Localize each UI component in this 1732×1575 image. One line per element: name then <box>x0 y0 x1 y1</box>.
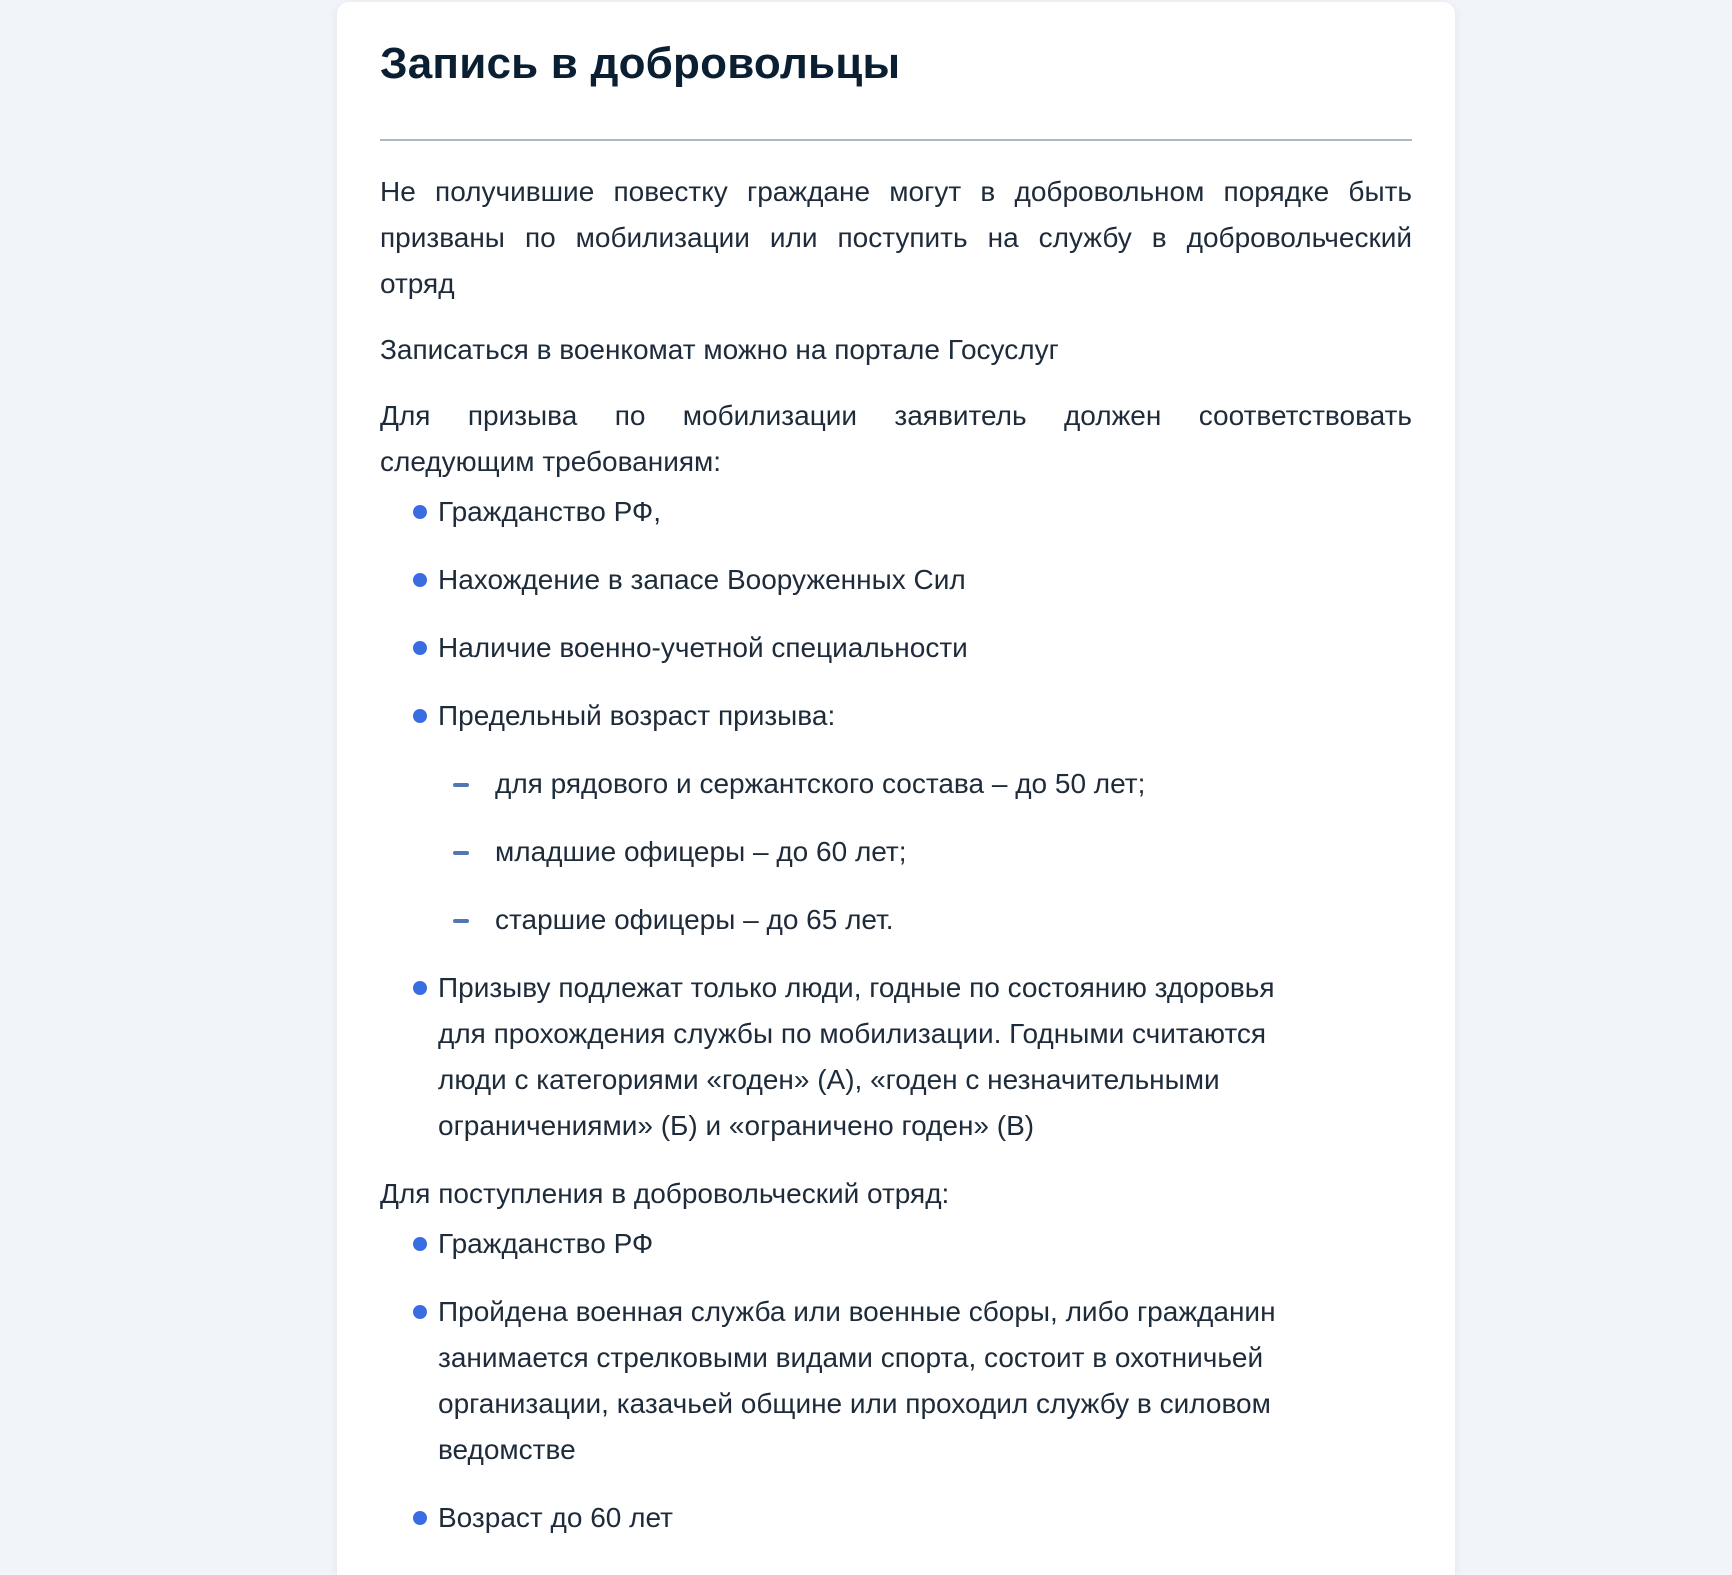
article-card <box>337 2 1455 1575</box>
text-line: занимается стрелковыми видами спорта, состоит в охотничьей <box>438 1342 1264 1373</box>
text-line: Нахождение в запасе Вооруженных Сил <box>438 564 966 595</box>
dash-icon <box>453 919 469 923</box>
text-line: ограничениями» (Б) и «ограничено годен» (В) <box>438 1110 1035 1141</box>
text-line: организации, казачьей общине или проходил службу в силовом <box>438 1388 1271 1419</box>
bullet-dot-icon <box>413 641 427 655</box>
dash-icon <box>453 851 469 855</box>
text-line: старшие офицеры – до 65 лет. <box>495 904 894 935</box>
text-line: ведомстве <box>438 1434 576 1465</box>
text-line: Пройдена военная служба или военные сборы, либо гражданин <box>438 1296 1276 1327</box>
text-line: следующим требованиям: <box>380 446 722 477</box>
text-line: Предельный возраст призыва: <box>438 700 836 731</box>
bullet-list-item <box>380 1221 1412 1267</box>
bullet-list-item <box>380 625 1412 671</box>
title-divider <box>380 139 1412 141</box>
bullet-dot-icon <box>413 1305 427 1319</box>
page-title: Запись в добровольцы <box>380 39 901 88</box>
bullet-list-item <box>380 1289 1412 1473</box>
dash-sublist <box>380 761 1412 943</box>
text-line: Для призыва по мобилизации заявитель должен соответствовать <box>380 400 1412 431</box>
dash-list-item <box>380 761 1412 807</box>
paragraph <box>380 169 1412 307</box>
bullet-list-item <box>380 557 1412 603</box>
text-line: Призыву подлежат только люди, годные по состоянию здоровья <box>438 972 1275 1003</box>
dash-list-item <box>380 829 1412 875</box>
section-lead-paragraph <box>380 393 1412 485</box>
text-line: Для поступления в добровольческий отряд: <box>380 1178 950 1209</box>
bullet-dot-icon <box>413 1511 427 1525</box>
dash-icon <box>453 783 469 787</box>
text-line: для прохождения службы по мобилизации. Годными считаются <box>438 1018 1267 1049</box>
bullet-dot-icon <box>413 1237 427 1251</box>
article-content <box>380 169 1412 1541</box>
text-line: Гражданство РФ, <box>438 496 662 527</box>
bullet-dot-icon <box>413 981 427 995</box>
text-line: отряд <box>380 268 455 299</box>
text-line: призваны по мобилизации или поступить на службу в добровольческий <box>380 222 1412 253</box>
text-line: Записаться в военкомат можно на портале Госуслуг <box>380 334 1059 365</box>
text-line: для рядового и сержантского состава – до 50 лет; <box>495 768 1146 799</box>
text-line: Наличие военно-учетной специальности <box>438 632 968 663</box>
text-line: младшие офицеры – до 60 лет; <box>495 836 907 867</box>
bullet-list <box>380 965 1412 1149</box>
bullet-dot-icon <box>413 709 427 723</box>
dash-list-item <box>380 897 1412 943</box>
bullet-list <box>380 1221 1412 1541</box>
bullet-dot-icon <box>413 573 427 587</box>
section-lead-paragraph <box>380 1171 1412 1217</box>
bullet-list-item <box>380 1495 1412 1541</box>
bullet-list <box>380 489 1412 739</box>
text-line: люди с категориями «годен» (А), «годен с незначительными <box>438 1064 1220 1095</box>
text-line: Возраст до 60 лет <box>438 1502 673 1533</box>
bullet-dot-icon <box>413 505 427 519</box>
bullet-list-item <box>380 693 1412 739</box>
bullet-list-item <box>380 489 1412 535</box>
text-line: Не получившие повестку граждане могут в добровольном порядке быть <box>380 176 1412 207</box>
text-line: Гражданство РФ <box>438 1228 654 1259</box>
bullet-list-item <box>380 965 1412 1149</box>
paragraph <box>380 327 1412 373</box>
